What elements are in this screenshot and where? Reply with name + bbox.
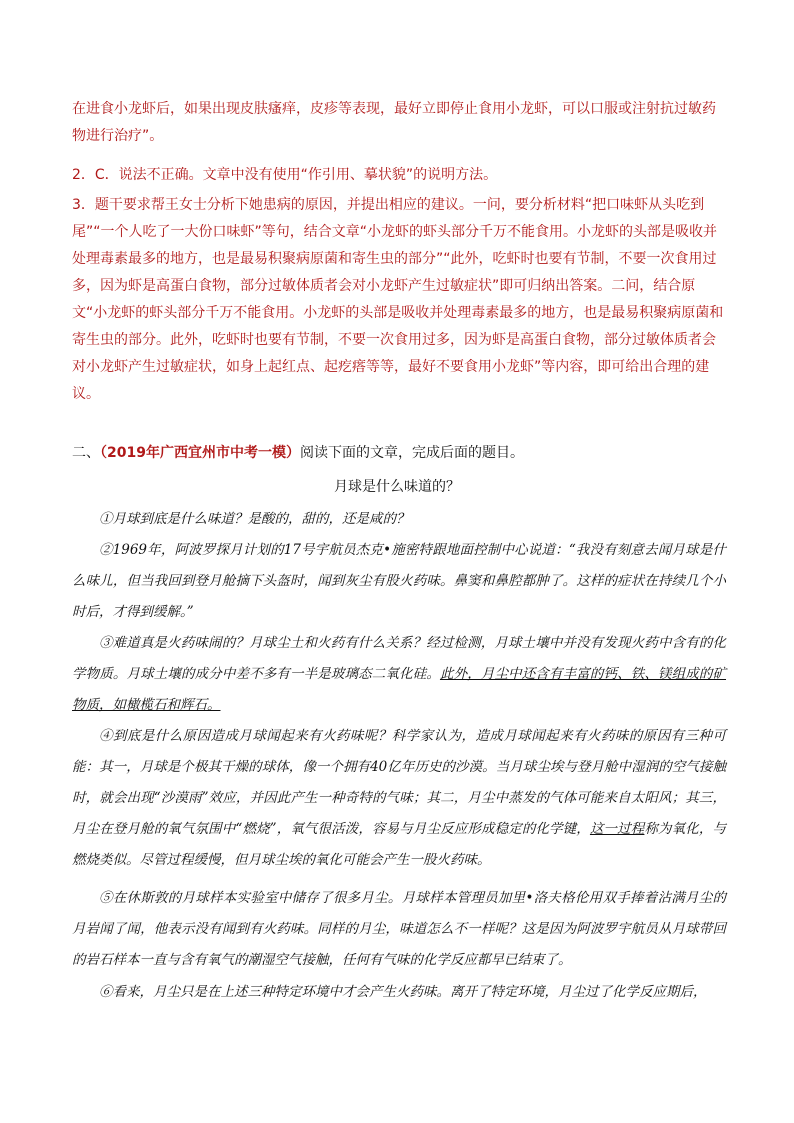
paragraph-4-main: ④到底是什么原因造成月球闻起来有火药味呢？科学家认为，造成月球闻起来有火药味的原因有三种可能：其一，月球是个极其干燥的球体，像一个拥有40亿年历史的沙漠。当月球尘埃与登月舱中湿润的空气接触时，就会出现“沙漠雨”效应，并因此产生一种奇特的气味；其二，月尘中蒸发的气体可能来自太阳风；其三，月尘在登月舱的氧气氛围中“燃烧”，氧气很活泼，容易与月尘反应形成稳定的化学键， <box>72 728 726 837</box>
article-paragraph-1 <box>72 504 726 535</box>
article-paragraph-5 <box>72 883 726 976</box>
answer-2 <box>72 162 724 189</box>
section-source: （2019年广西宜州市中考一模） <box>100 445 300 461</box>
paragraph-4-end: 称为氧化，与燃烧类似。尽管过程缓慢，但月球尘埃的氧化可能会产生一股火药味。 <box>72 821 727 868</box>
article-paragraph-6 <box>72 977 726 1008</box>
paragraph-1-text: ①月球到底是什么味道？是酸的，甜的，还是咸的？ <box>99 511 410 527</box>
paragraph-3-main: ③难道真是火药味闹的？月球尘土和火药有什么关系？经过检测，月球土壤中并没有发现火药中含有的化学物质。月球土壤的成分中差不多有一半是玻璃态二氧化硅。 <box>72 635 726 682</box>
paragraph-3-underlined: 此外，月尘中还含有丰富的钙、铁、镁组成的矿物质，如橄榄石和辉石。 <box>72 666 727 713</box>
section-heading <box>72 440 724 467</box>
paragraph-4-underlined: 这一过程 <box>589 821 645 837</box>
article-paragraph-4 <box>72 721 726 876</box>
paragraph-2-text: ②1969年，阿波罗探月计划的17号宇航员杰克•施密特跟地面控制中心说道：“我没有刻意去闻月球是什么味儿，但当我回到登月舱摘下头盔时，闻到灰尘有股火药味。鼻窦和鼻腔都肿了。这样的症状在持续几个小时后，才得到缓解。” <box>72 542 726 620</box>
answer-3-text: 3．题干要求帮王女士分析下她患病的原因，并提出相应的建议。一问，要分析材料“把口味虾从头吃到尾”“一个人吃了一大份口味虾”等句，结合文章“小龙虾的虾头部分千万不能食用。小龙虾的头部是吸收并处理毒素最多的地方，也是最易积聚病原菌和寄生虫的部分”“此外，吃虾时也要有节制，不要一次食用过多，因为虾是高蛋白食物，部分过敏体质者会对小龙虾产生过敏症状”即可归纳出答案。二问，结合原文“小龙虾的虾头部分千万不能食用。小龙虾的头部是吸收并处理毒素最多的地方，也是最易积聚病原菌和寄生虫的部分。此外，吃虾时也要有节制，不要一次食用过多，因为虾是高蛋白食物，部分过敏体质者会对小龙虾产生过敏症状，如身上起红点、起疙瘩等等，最好不要食用小龙虾”等内容，即可给出合理的建议。 <box>72 197 724 402</box>
article-paragraph-2 <box>72 535 726 628</box>
section-instruction: 阅读下面的文章，完成后面的题目。 <box>299 445 524 461</box>
answer-1-continuation <box>72 96 724 150</box>
section-prefix: 二、 <box>72 445 100 461</box>
answer-2-text: 2．C．说法不正确。文章中没有使用“作引用、摹状貌”的说明方法。 <box>72 167 498 183</box>
article-paragraph-3 <box>72 628 726 721</box>
paragraph-3-text <box>72 628 726 721</box>
answer-3 <box>72 192 724 408</box>
answer-1-text: 在进食小龙虾后，如果出现皮肤瘙痒，皮疹等表现，最好立即停止食用小龙虾，可以口服或注射抗过敏药物进行治疗”。 <box>72 101 716 144</box>
paragraph-6-text: ⑥看来，月尘只是在上述三种特定环境中才会产生火药味。离开了特定环境，月尘过了化学反应期后， <box>99 984 707 1000</box>
article-title: 月球是什么味道的？ <box>334 479 460 495</box>
paragraph-5-text: ⑤在休斯敦的月球样本实验室中储存了很多月尘。月球样本管理员加里•洛夫格伦用双手捧着沾满月尘的月岩闻了闻，他表示没有闻到有火药味。同样的月尘，味道怎么不一样呢？这是因为阿波罗宇航员从月球带回的岩石样本一直与含有氧气的潮湿空气接触，任何有气味的化学反应都早已结束了。 <box>72 890 726 968</box>
paragraph-4-text <box>72 721 726 876</box>
